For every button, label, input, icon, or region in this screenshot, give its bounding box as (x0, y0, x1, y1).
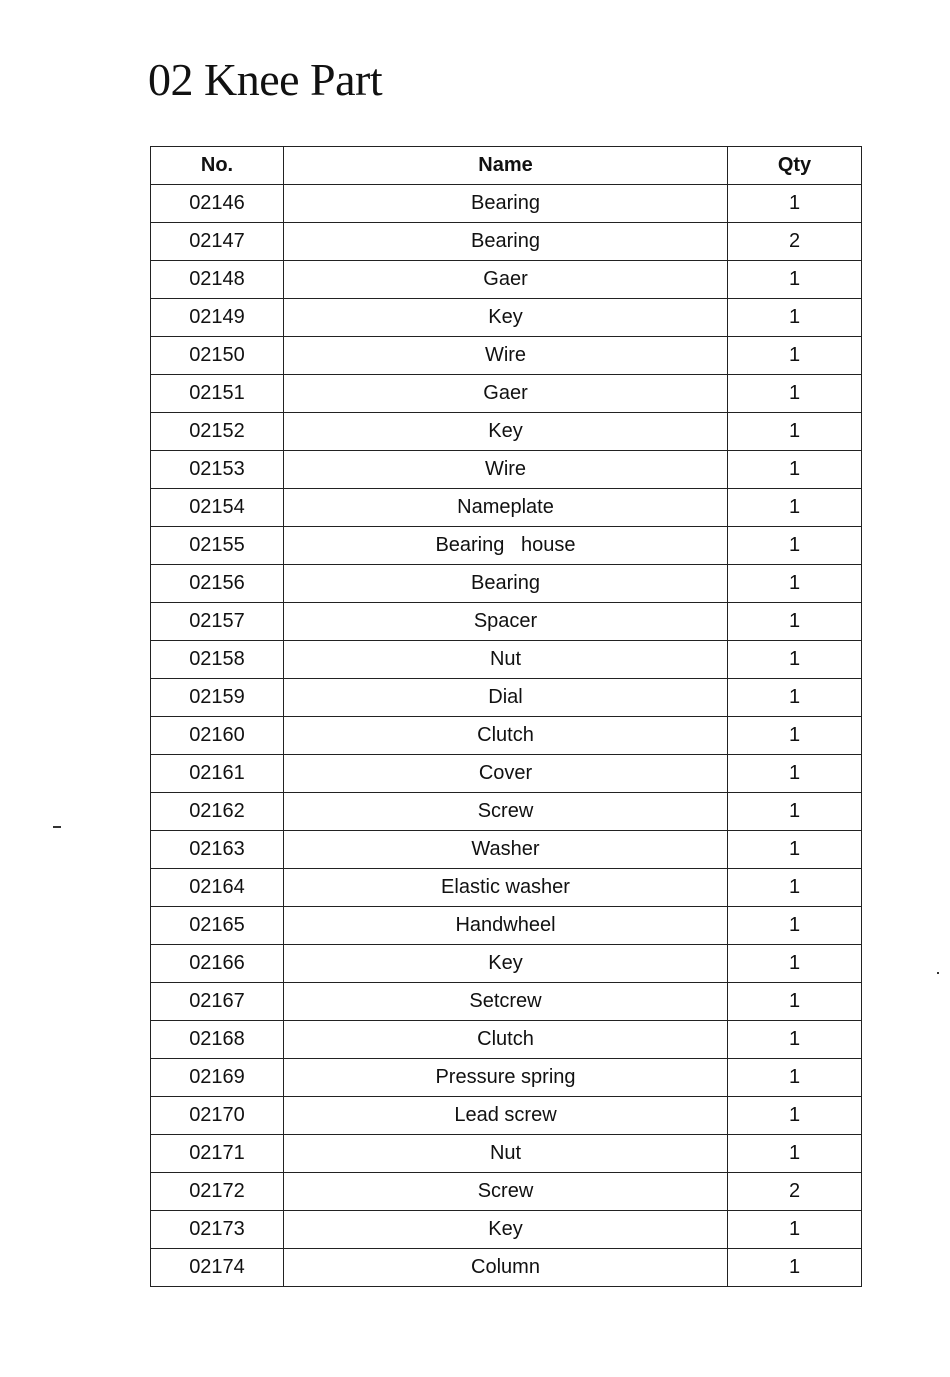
part-number-cell: 02161 (151, 755, 284, 793)
part-name-cell: Setcrew (284, 983, 728, 1021)
table-row (151, 299, 862, 337)
part-name-cell: Cover (284, 755, 728, 793)
part-number-cell: 02159 (151, 679, 284, 717)
part-name-cell: Spacer (284, 603, 728, 641)
quantity-cell: 1 (728, 1097, 862, 1135)
part-name-cell: Screw (284, 793, 728, 831)
quantity-cell: 1 (728, 1059, 862, 1097)
table-row (151, 565, 862, 603)
quantity-cell: 1 (728, 641, 862, 679)
quantity-cell: 1 (728, 831, 862, 869)
part-name-cell: Clutch (284, 717, 728, 755)
quantity-cell: 1 (728, 1211, 862, 1249)
table-row (151, 1249, 862, 1287)
quantity-cell: 1 (728, 489, 862, 527)
quantity-cell: 1 (728, 869, 862, 907)
part-name-cell: Handwheel (284, 907, 728, 945)
part-name-cell: Bearing (284, 565, 728, 603)
table-row (151, 337, 862, 375)
part-number-cell: 02146 (151, 185, 284, 223)
quantity-cell: 1 (728, 793, 862, 831)
quantity-cell: 1 (728, 679, 862, 717)
table-row (151, 261, 862, 299)
part-number-cell: 02171 (151, 1135, 284, 1173)
table-row (151, 1211, 862, 1249)
part-number-cell: 02169 (151, 1059, 284, 1097)
quantity-cell: 2 (728, 223, 862, 261)
part-number-cell: 02147 (151, 223, 284, 261)
part-name-cell: Key (284, 413, 728, 451)
quantity-cell: 1 (728, 375, 862, 413)
parts-table (150, 146, 862, 1287)
table-row (151, 223, 862, 261)
table-row (151, 755, 862, 793)
quantity-cell: 1 (728, 1021, 862, 1059)
part-name-cell: Gaer (284, 375, 728, 413)
part-number-cell: 02167 (151, 983, 284, 1021)
quantity-cell: 1 (728, 717, 862, 755)
table-row (151, 1021, 862, 1059)
table-row (151, 1135, 862, 1173)
table-row (151, 907, 862, 945)
quantity-cell: 1 (728, 337, 862, 375)
part-name-cell: Lead screw (284, 1097, 728, 1135)
part-name-cell: Pressure spring (284, 1059, 728, 1097)
table-row (151, 375, 862, 413)
table-row (151, 869, 862, 907)
part-number-cell: 02165 (151, 907, 284, 945)
part-number-cell: 02163 (151, 831, 284, 869)
part-number-cell: 02174 (151, 1249, 284, 1287)
table-row (151, 1059, 862, 1097)
table-row (151, 641, 862, 679)
quantity-cell: 1 (728, 1135, 862, 1173)
part-name-cell: Nut (284, 641, 728, 679)
part-name-cell: Wire (284, 451, 728, 489)
part-name-cell: Key (284, 945, 728, 983)
part-name-cell: Bearing (284, 223, 728, 261)
part-number-cell: 02153 (151, 451, 284, 489)
part-number-cell: 02172 (151, 1173, 284, 1211)
quantity-cell: 1 (728, 907, 862, 945)
scan-mark (53, 826, 61, 828)
part-number-cell: 02155 (151, 527, 284, 565)
table-row (151, 451, 862, 489)
quantity-cell: 1 (728, 945, 862, 983)
table-row (151, 831, 862, 869)
column-header-name: Name (284, 147, 728, 185)
part-name-cell: Key (284, 299, 728, 337)
part-number-cell: 02156 (151, 565, 284, 603)
quantity-cell: 2 (728, 1173, 862, 1211)
parts-table-body (151, 185, 862, 1287)
table-row (151, 679, 862, 717)
part-number-cell: 02160 (151, 717, 284, 755)
part-number-cell: 02157 (151, 603, 284, 641)
part-number-cell: 02152 (151, 413, 284, 451)
part-name-cell: Screw (284, 1173, 728, 1211)
part-number-cell: 02151 (151, 375, 284, 413)
table-row (151, 185, 862, 223)
quantity-cell: 1 (728, 527, 862, 565)
part-number-cell: 02149 (151, 299, 284, 337)
part-number-cell: 02164 (151, 869, 284, 907)
table-row (151, 945, 862, 983)
quantity-cell: 1 (728, 299, 862, 337)
part-name-cell: Wire (284, 337, 728, 375)
part-number-cell: 02148 (151, 261, 284, 299)
table-row (151, 527, 862, 565)
table-row (151, 413, 862, 451)
table-row (151, 793, 862, 831)
column-header-qty: Qty (728, 147, 862, 185)
column-header-no: No. (151, 147, 284, 185)
quantity-cell: 1 (728, 755, 862, 793)
table-row (151, 603, 862, 641)
part-number-cell: 02173 (151, 1211, 284, 1249)
part-name-cell: Nut (284, 1135, 728, 1173)
part-name-cell: Clutch (284, 1021, 728, 1059)
part-name-cell: Nameplate (284, 489, 728, 527)
part-name-cell: Bearing (284, 185, 728, 223)
part-name-cell: Elastic washer (284, 869, 728, 907)
part-number-cell: 02170 (151, 1097, 284, 1135)
part-name-cell: Dial (284, 679, 728, 717)
table-row (151, 1097, 862, 1135)
part-name-cell: Bearing house (284, 527, 728, 565)
part-name-cell: Gaer (284, 261, 728, 299)
table-row (151, 983, 862, 1021)
part-name-cell: Column (284, 1249, 728, 1287)
part-number-cell: 02168 (151, 1021, 284, 1059)
quantity-cell: 1 (728, 983, 862, 1021)
table-row (151, 1173, 862, 1211)
scan-mark (937, 972, 939, 974)
table-row (151, 717, 862, 755)
part-number-cell: 02166 (151, 945, 284, 983)
quantity-cell: 1 (728, 451, 862, 489)
quantity-cell: 1 (728, 413, 862, 451)
quantity-cell: 1 (728, 565, 862, 603)
part-name-cell: Key (284, 1211, 728, 1249)
part-number-cell: 02154 (151, 489, 284, 527)
table-header-row (151, 147, 862, 185)
table-row (151, 489, 862, 527)
part-number-cell: 02150 (151, 337, 284, 375)
part-number-cell: 02162 (151, 793, 284, 831)
quantity-cell: 1 (728, 603, 862, 641)
quantity-cell: 1 (728, 261, 862, 299)
quantity-cell: 1 (728, 185, 862, 223)
part-name-cell: Washer (284, 831, 728, 869)
page-title: 02 Knee Part (148, 54, 383, 105)
quantity-cell: 1 (728, 1249, 862, 1287)
part-number-cell: 02158 (151, 641, 284, 679)
